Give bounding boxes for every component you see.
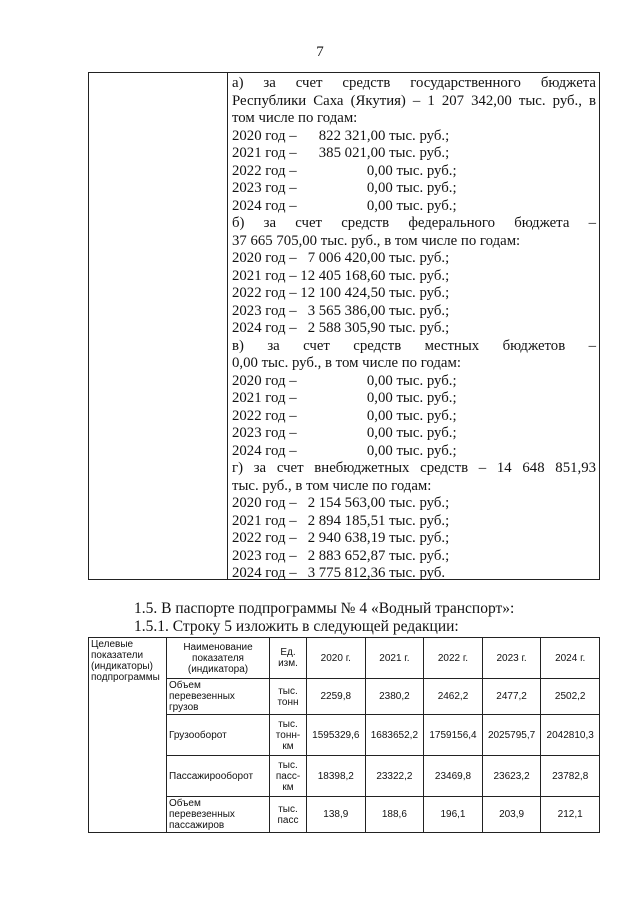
indicator-name: Объем перевезенных грузов [167,679,270,715]
indicators-label-cell: Целевые показатели (индикаторы) подпрограммы [89,638,167,833]
header-year-2021: 2021 г. [365,638,424,679]
indicator-value: 212,1 [541,797,600,833]
indicator-unit: тыс. пасс [270,797,307,833]
header-year-2024: 2024 г. [541,638,600,679]
indicator-unit: тыс. тонн [270,679,307,715]
indicator-value: 1595329,6 [307,715,366,756]
indicator-value: 2042810,3 [541,715,600,756]
funding-line: 2023 год – 0,00 тыс. руб.; [232,180,457,196]
funding-line: 2024 год – 0,00 тыс. руб.; [232,197,457,214]
indicator-value: 1759156,4 [424,715,483,756]
indicator-value: 23782,8 [541,756,600,797]
funding-line: том числе по годам: [232,110,358,126]
funding-line: 2022 год – 2 940 638,19 тыс. руб.; [232,530,450,546]
header-year-2022: 2022 г. [424,638,483,679]
funding-line: 2024 год – 2 588 305,90 тыс. руб.; [232,320,450,336]
indicator-name: Грузооборот [167,715,270,756]
funding-line: 37 665 705,00 тыс. руб., в том числе по годам: [232,232,521,249]
funding-line: 2021 год – 2 894 185,51 тыс. руб.; [232,512,450,529]
funding-line: в) за счет средств местных бюджетов – [232,337,596,354]
indicator-value: 2380,2 [365,679,424,715]
indicator-value: 2462,2 [424,679,483,715]
header-year-2023: 2023 г. [482,638,541,679]
indicator-value: 2025795,7 [482,715,541,756]
indicator-value: 138,9 [307,797,366,833]
indicator-value: 1683652,2 [365,715,424,756]
funding-text [232,75,596,583]
funding-line: 2020 год – 2 154 563,00 тыс. руб.; [232,495,450,511]
subsection-heading: 1.5.1. Строку 5 изложить в следующей редакции: [134,618,459,635]
section-heading: 1.5. В паспорте подпрограммы № 4 «Водный транспорт»: [134,600,515,617]
funding-line: 2020 год – 7 006 420,00 тыс. руб.; [232,250,450,266]
funding-line: 2021 год – 12 405 168,60 тыс. руб.; [232,267,450,284]
indicator-unit: тыс. тонн-км [270,715,307,756]
page-number: 7 [316,44,324,60]
indicator-value: 196,1 [424,797,483,833]
funding-line: 0,00 тыс. руб., в том числе по годам: [232,355,461,371]
funding-table [88,72,600,580]
funding-line: г) за счет внебюджетных средств – 14 648 851,93 [232,460,596,476]
funding-line: а) за счет средств государственного бюджета [232,75,596,91]
header-year-2020: 2020 г. [307,638,366,679]
indicator-unit: тыс. пасс-км [270,756,307,797]
indicator-value: 23322,2 [365,756,424,797]
indicator-value: 23469,8 [424,756,483,797]
funding-line: б) за счет средств федерального бюджета – [232,215,596,231]
funding-line: 2021 год – 385 021,00 тыс. руб.; [232,145,450,161]
indicator-name: Объем перевезенных пассажиров [167,797,270,833]
indicator-value: 2502,2 [541,679,600,715]
indicator-value: 188,6 [365,797,424,833]
funding-line: 2024 год – 0,00 тыс. руб.; [232,442,457,459]
indicator-value: 23623,2 [482,756,541,797]
indicators-table [88,637,600,833]
indicator-name: Пассажирооборот [167,756,270,797]
header-name: Наименование показателя (индикатора) [167,638,270,679]
funding-line: 2021 год – 0,00 тыс. руб.; [232,390,457,406]
funding-line: 2024 год – 3 775 812,36 тыс. руб. [232,565,446,581]
indicator-value: 2259,8 [307,679,366,715]
funding-line: Республики Саха (Якутия) – 1 207 342,00 тыс. руб., в [232,92,596,109]
funding-line: 2022 год – 12 100 424,50 тыс. руб.; [232,285,450,301]
header-unit: Ед. изм. [270,638,307,679]
indicator-value: 18398,2 [307,756,366,797]
funding-line: 2023 год – 0,00 тыс. руб.; [232,425,457,441]
funding-line: 2023 год – 2 883 652,87 тыс. руб.; [232,547,450,564]
indicator-value: 203,9 [482,797,541,833]
funding-line: тыс. руб., в том числе по годам: [232,477,432,494]
funding-line: 2020 год – 822 321,00 тыс. руб.; [232,127,450,144]
funding-line: 2022 год – 0,00 тыс. руб.; [232,407,457,424]
funding-line: 2022 год – 0,00 тыс. руб.; [232,162,457,179]
indicator-value: 2477,2 [482,679,541,715]
funding-line: 2020 год – 0,00 тыс. руб.; [232,372,457,389]
funding-left-cell [89,73,228,579]
table-header-row [89,638,600,679]
funding-line: 2023 год – 3 565 386,00 тыс. руб.; [232,302,450,319]
